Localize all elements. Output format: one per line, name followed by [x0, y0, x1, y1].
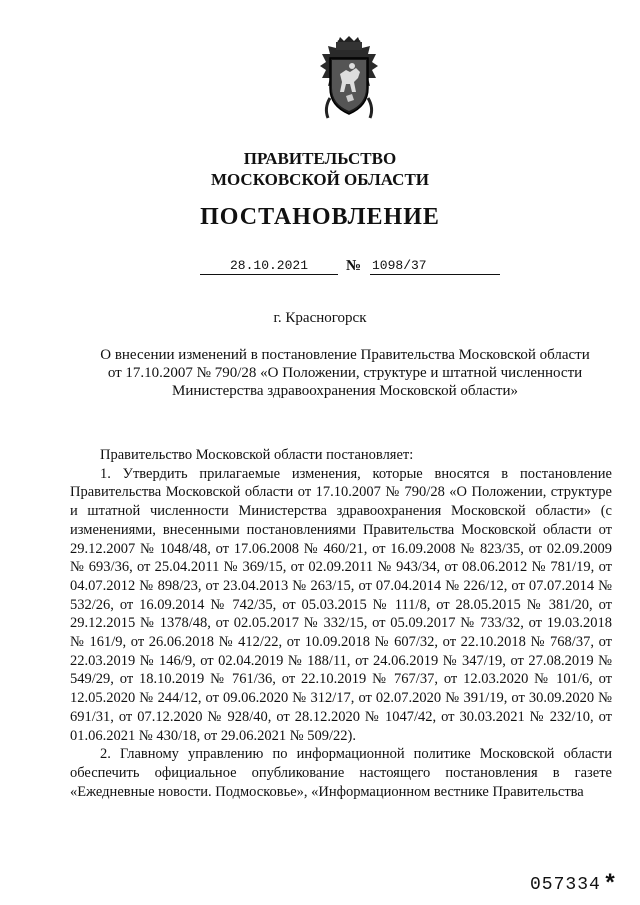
serial-stamp — [530, 872, 618, 899]
item-2: 2. Главному управлению по информационной политике Московской области обеспечить официальное опубликование настоящего постановления в газете «Ежедневные новости. Подмосковье», «Информационном вестнике Правительства — [70, 746, 612, 800]
subject-line3: Министерства здравоохранения Московской области» — [171, 383, 518, 399]
government-title — [0, 148, 640, 190]
registration-line — [200, 258, 500, 278]
item-1: 1. Утвердить прилагаемые изменения, которые вносятся в постановление Правительства Московской области от 17.10.2007 № 790/28 «О Положении, структуре и штатной численности Министерства здравоохранения Московской области» (с изменениями, внесенными постановлениями Правительства Московской области от 29.12.2007 № 1048/48, от 17.06.2008 № 460/21, от 16.09.2008 № 823/35, от 02.09.2009 № 693/36, от 25.04.2011 № 369/15, от 02.09.2011 № 943/34, от 08.06.2012 № 781/19, от 04.07.2012 № 898/23, от 23.04.2013 № 263/15, от 07.04.2014 № 226/12, от 07.07.2014 № 532/26, от 16.09.2014 № 742/35, от 05.03.2015 № 111/8, от 28.05.2015 № 381/20, от 29.12.2015 № 1378/48, от 02.05.2017 № 332/15, от 05.09.2017 № 733/32, от 19.03.2018 № 161/9, от 26.06.2018 № 412/22, от 10.09.2018 № 607/32, от 22.10.2018 № 768/37, от 22.03.2019 № 146/9, от 02.04.2019 № 188/11, от 24.06.2019 № 347/19, от 27.08.2019 № 549/29, от 18.10.2019 № 761/36, от 22.10.2019 № 767/37, от 12.03.2020 № 101/6, от 12.05.2020 № 244/12, от 09.06.2020 № 312/17, от 02.07.2020 № 391/19, от 30.09.2020 № 691/31, от 07.12.2020 № 928/40, от 28.12.2020 № 1047/42, от 30.03.2021 № 232/10, от 01.06.2021 № 430/18, от 29.06.2021 № 509/22). — [70, 465, 612, 744]
government-title-line2: МОСКОВСКОЙ ОБЛАСТИ — [210, 170, 430, 189]
registration-date: 28.10.2021 — [200, 258, 338, 275]
subject-line2: от 17.10.2007 № 790/28 «О Положении, структуре и штатной численности — [107, 365, 583, 381]
document-subject — [90, 346, 600, 400]
registration-number: 1098/37 — [370, 258, 500, 275]
government-title-line1: ПРАВИТЕЛЬСТВО — [243, 149, 397, 168]
document-body — [70, 446, 612, 801]
number-sign: № — [346, 258, 362, 274]
serial-mark: * — [602, 872, 619, 899]
preamble: Правительство Московской области постановляет: — [100, 447, 414, 463]
city: г. Красногорск — [273, 310, 367, 326]
subject-line1: О внесении изменений в постановление Правительства Московской области — [100, 347, 590, 363]
serial-number: 057334 — [530, 875, 601, 895]
document-type: ПОСТАНОВЛЕНИЕ — [200, 204, 440, 230]
coat-of-arms-icon — [316, 36, 382, 124]
